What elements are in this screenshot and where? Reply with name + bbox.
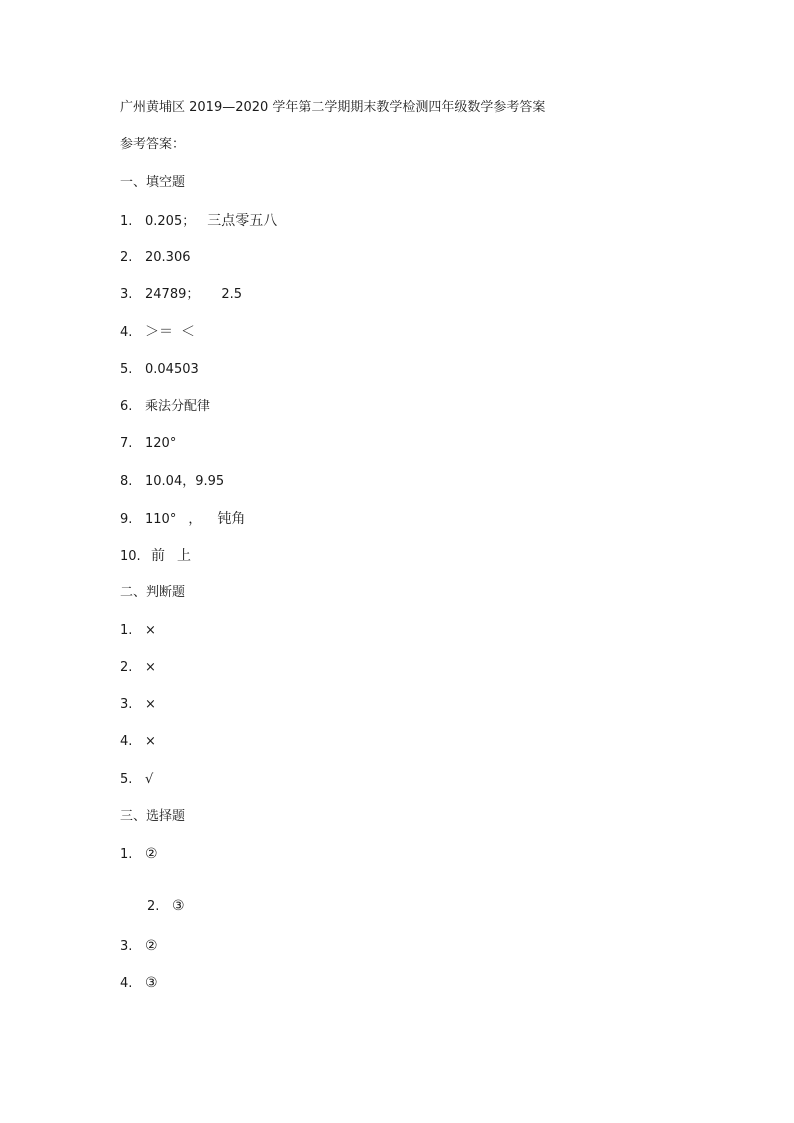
- section-heading-multiple-choice: 三、选择题: [120, 809, 186, 824]
- item-number: 1.: [120, 623, 133, 638]
- item-number: 3.: [120, 939, 133, 954]
- answer-value: 20.306: [145, 250, 191, 265]
- answer-value: 三点零五八: [207, 213, 278, 229]
- item-number: 1.: [120, 847, 133, 862]
- answer-1-7: [120, 435, 176, 453]
- item-number: 3.: [120, 697, 133, 712]
- answer-value: ×: [145, 697, 156, 712]
- item-number: 3.: [120, 287, 133, 302]
- answer-2-1: [120, 622, 156, 640]
- answer-value: ③: [172, 898, 185, 914]
- answer-value: 120°: [145, 436, 177, 451]
- item-number: 5.: [120, 362, 133, 377]
- answer-value: ②: [145, 938, 158, 954]
- answer-value: 前: [151, 548, 165, 564]
- answer-value: 0.205；: [145, 214, 196, 229]
- answer-value: ×: [145, 660, 156, 675]
- answer-value: ×: [145, 734, 156, 749]
- answer-value: ③: [145, 975, 158, 991]
- answer-2-3: [120, 696, 156, 714]
- document-title: 广州黄埔区 2019—2020 学年第二学期期末教学检测四年级数学参考答案: [120, 100, 546, 115]
- answer-1-3: [120, 286, 242, 304]
- answer-3-3: [120, 937, 158, 956]
- answer-1-4: [120, 323, 195, 342]
- answer-value: ，: [188, 512, 202, 527]
- answer-value: ×: [145, 623, 156, 638]
- item-number: 5.: [120, 772, 133, 787]
- answer-3-4: [120, 974, 158, 993]
- answer-1-6: [120, 398, 210, 416]
- answer-1-10: [120, 547, 191, 566]
- section-heading-true-false: 二、判断题: [120, 585, 186, 600]
- answer-value: √: [145, 772, 154, 787]
- answer-1-2: [120, 249, 191, 267]
- item-number: 7.: [120, 436, 133, 451]
- answer-2-5: [120, 771, 153, 789]
- item-number: 2.: [120, 660, 133, 675]
- answer-1-9: [120, 510, 245, 529]
- item-number: 10.: [120, 549, 141, 564]
- answer-value: ＞＝: [145, 324, 173, 340]
- answer-value: ＜: [181, 324, 195, 340]
- intro-label: 参考答案：: [120, 137, 186, 152]
- item-number: 6.: [120, 399, 133, 414]
- item-number: 2.: [147, 899, 160, 914]
- item-number: 4.: [120, 976, 133, 991]
- item-number: 4.: [120, 734, 133, 749]
- answer-value: 钝角: [217, 511, 246, 527]
- section-heading-fill-in: 一、填空题: [120, 175, 186, 190]
- answer-1-8: [120, 473, 224, 491]
- answer-value: 上: [177, 548, 191, 564]
- answer-value: 24789；: [145, 287, 200, 302]
- item-number: 8.: [120, 474, 133, 489]
- answer-3-1: [120, 845, 158, 864]
- answer-2-4: [120, 733, 156, 751]
- item-number: 1.: [120, 214, 133, 229]
- item-number: 4.: [120, 325, 133, 340]
- answer-value: ②: [145, 846, 158, 862]
- answer-1-1: [120, 212, 277, 231]
- item-number: 9.: [120, 512, 133, 527]
- item-number: 2.: [120, 250, 133, 265]
- answer-value: 10.04，9.95: [145, 474, 225, 489]
- answer-value: 2.5: [221, 287, 243, 302]
- answer-value: 0.04503: [145, 362, 199, 377]
- answer-value: 110°: [145, 512, 177, 527]
- answer-3-2: [147, 897, 185, 916]
- answer-1-5: [120, 361, 199, 379]
- answer-value: 乘法分配律: [145, 399, 211, 414]
- answer-2-2: [120, 659, 156, 677]
